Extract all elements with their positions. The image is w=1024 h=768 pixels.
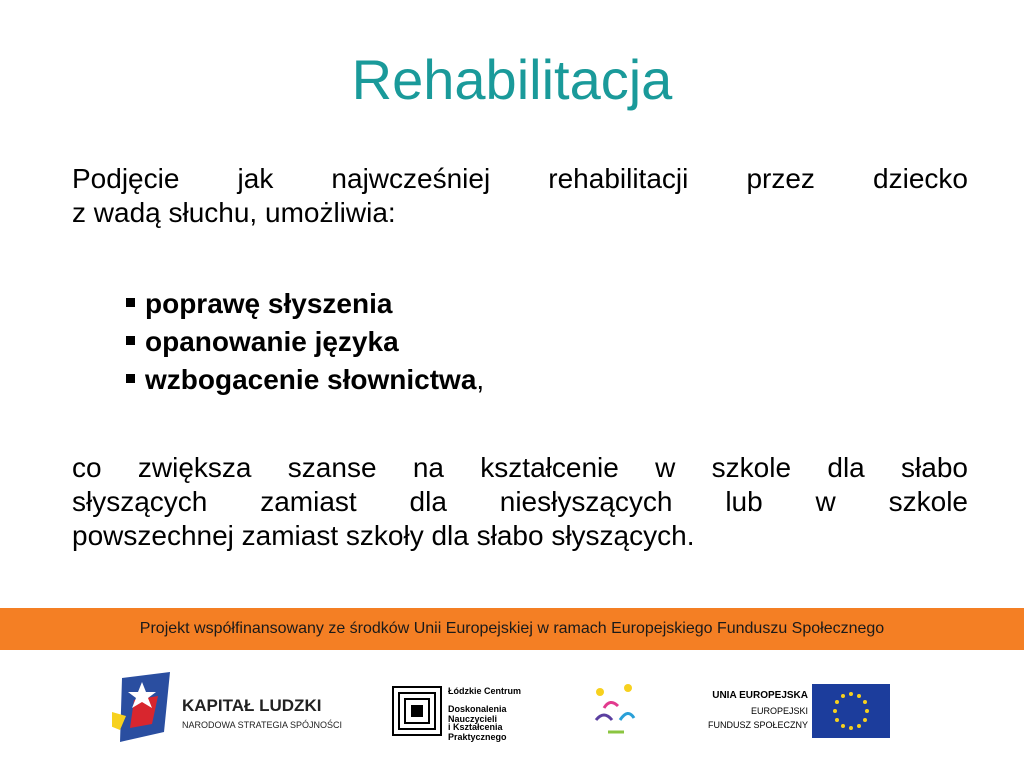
intro-line-2: z wadą słuchu, umożliwia: [72,197,396,228]
conclusion-line-1: co zwiększa szanse na kształcenie w szkole dla słabo [72,452,968,483]
bullet-list [126,285,484,399]
intro-line-1: Podjęcie jak najwcześniej rehabilitacji przez dziecko [72,163,968,194]
bullet-text: wzbogacenie słownictwa [145,364,477,395]
bullet-item [126,323,484,361]
lodz-centre-logo [392,684,552,740]
kapital-sub: NARODOWA STRATEGIA SPÓJNOŚCI [182,720,343,730]
bullet-suffix: , [476,364,485,395]
eu-flag-icon [812,684,890,738]
eu-logo [690,684,900,740]
conclusion-line-2: słyszących zamiast dla niesłyszących lub w szkole [72,486,968,517]
lodz-line-2: Doskonalenia Nauczycieli [448,704,507,724]
intro-paragraph [72,162,968,230]
square-bullet-icon [126,374,135,383]
kapital-ludzki-logo [112,672,362,748]
funding-text: Projekt współfinansowany ze środków Unii Europejskiej w ramach Europejskiego Funduszu Społecznego [139,620,885,637]
funding-band [0,608,1024,650]
lodzkie-emblem-icon [590,680,640,744]
lodz-line-1: Łódzkie Centrum [448,686,522,696]
kapital-ludzki-emblem-icon [112,672,176,748]
eu-line-2: EUROPEJSKI [750,706,808,716]
bullet-item [126,361,484,399]
lodzkie-region-logo [590,680,640,744]
bullet-item [126,285,484,323]
conclusion-paragraph [72,451,968,553]
concentric-squares-icon [392,686,442,736]
lodz-line-3: i Kształcenia Praktycznego [448,722,507,742]
bullet-text: poprawę słyszenia [145,288,393,319]
kapital-name: KAPITAŁ LUDZKI [182,696,322,715]
eu-line-3: FUNDUSZ SPOŁECZNY [707,720,808,730]
conclusion-line-3: powszechnej zamiast szkoły dla słabo słyszących. [72,520,695,551]
slide-title: Rehabilitacja [351,48,673,111]
eu-line-1: UNIA EUROPEJSKA [712,690,808,701]
bullet-text: opanowanie języka [145,326,399,357]
square-bullet-icon [126,298,135,307]
square-bullet-icon [126,336,135,345]
